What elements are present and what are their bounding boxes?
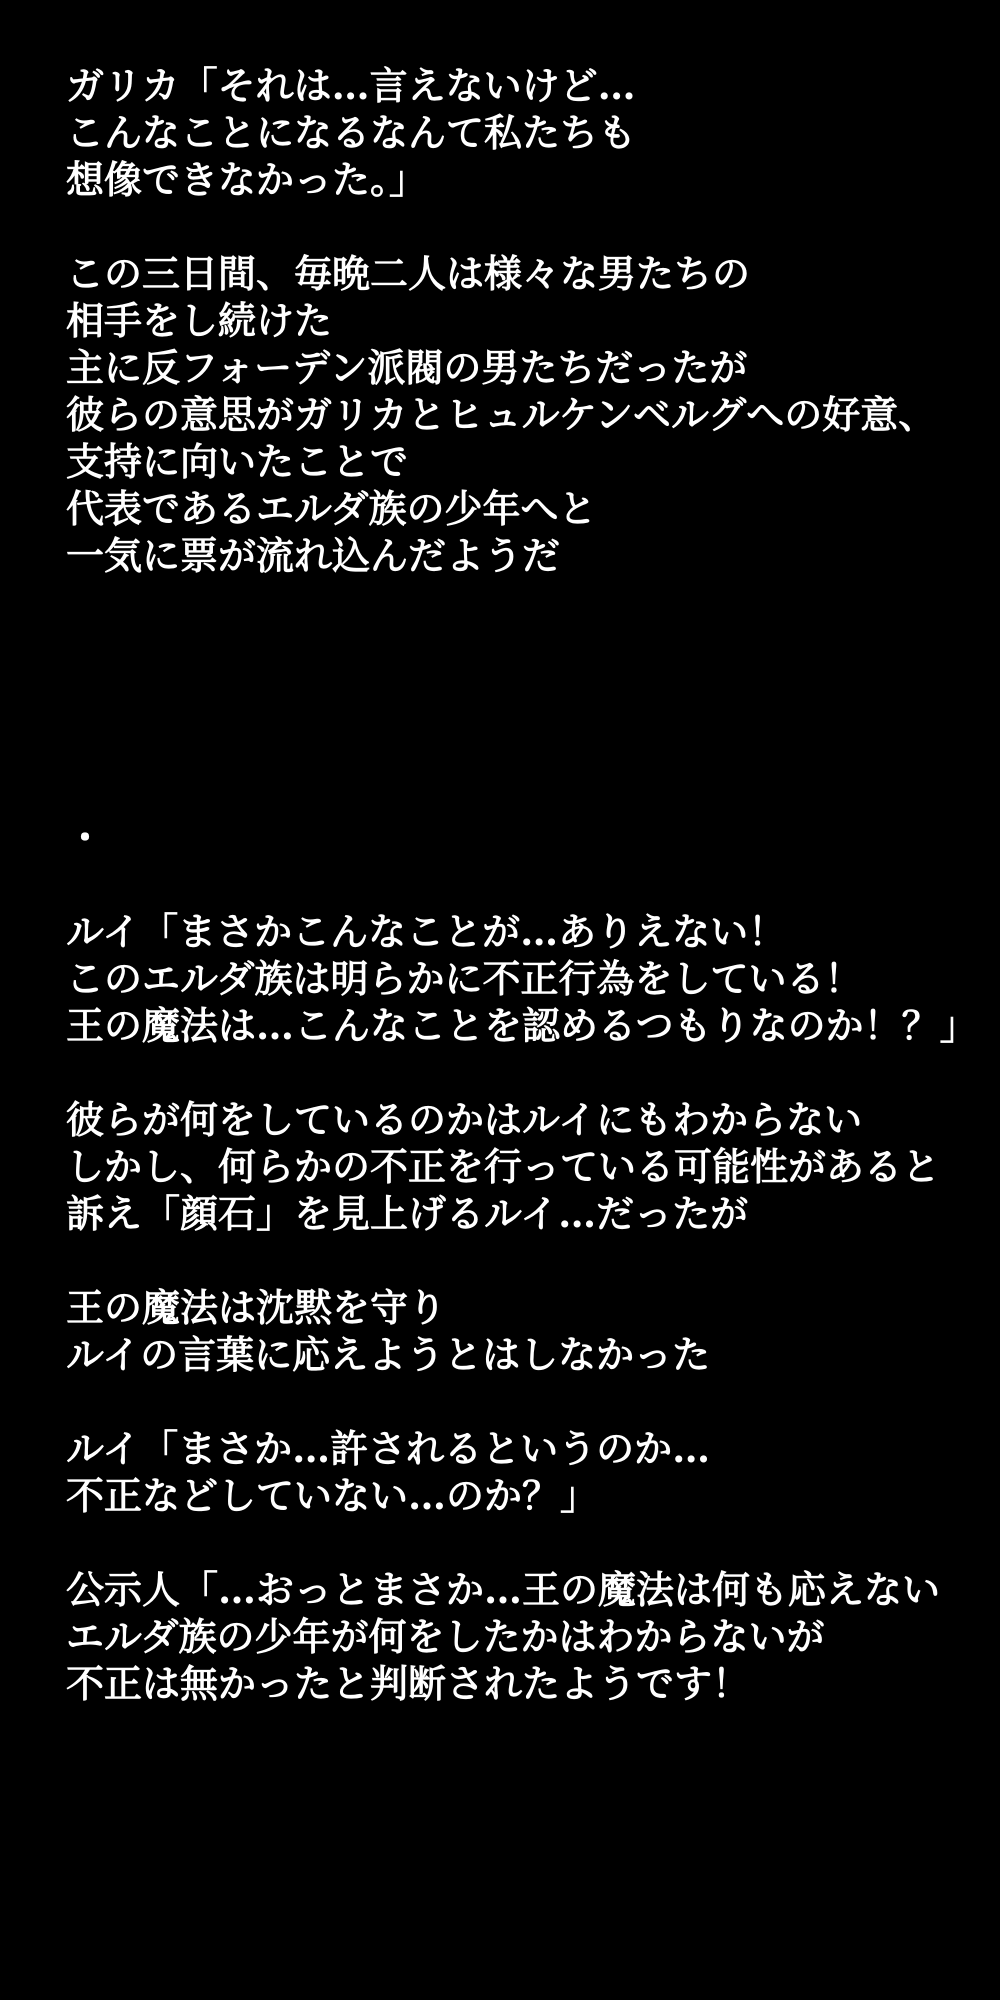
middle-dot-line: ・ [66, 815, 105, 860]
story-line: 王の魔法は…こんなことを認めるつもりなのか！？」 [66, 1003, 978, 1048]
blank-line [66, 861, 1000, 908]
story-line: ルイ「まさかこんなことが…ありえない！ [66, 909, 787, 954]
blank-line [66, 720, 1000, 767]
story-line: 相手をし続けた [66, 298, 333, 343]
story-line: 王の魔法は沈黙を守り [66, 1285, 447, 1330]
story-line: ルイ「まさか…許されるというのか… [66, 1426, 711, 1471]
blank-line [66, 767, 1000, 814]
story-line: この三日間、毎晩二人は様々な男たちの [66, 251, 751, 296]
story-line: 代表であるエルダ族の少年へと [66, 486, 597, 531]
story-line: 主に反フォーデン派閥の男たちだったが [66, 345, 748, 390]
story-line: 彼らが何をしているのかはルイにもわからない [66, 1097, 863, 1142]
story-line: 公示人「…おっとまさか…王の魔法は何も応えない [66, 1567, 941, 1612]
story-line: ガリカ「それは…言えないけど… [66, 63, 636, 108]
story-text [66, 62, 1000, 1707]
story-line: 想像できなかった。」 [66, 157, 428, 202]
story-line: 一気に票が流れ込んだようだ [66, 533, 561, 578]
blank-line [66, 1378, 1000, 1425]
story-line: 彼らの意思がガリカとヒュルケンベルグへの好意、 [66, 392, 937, 437]
blank-line [66, 1519, 1000, 1566]
story-line: 訴え「顔石」を見上げるルイ…だったが [66, 1191, 749, 1236]
blank-line [66, 579, 1000, 626]
story-line: ルイの言葉に応えようとはしなかった [66, 1332, 711, 1377]
story-line: 不正などしていない…のか？」 [66, 1473, 599, 1518]
blank-line [66, 673, 1000, 720]
story-line: こんなことになるなんて私たちも [66, 110, 637, 155]
story-line: 支持に向いたことで [66, 439, 409, 484]
story-line: このエルダ族は明らかに不正行為をしている！ [66, 956, 863, 1001]
blank-line [66, 203, 1000, 250]
blank-line [66, 626, 1000, 673]
blank-line [66, 1049, 1000, 1096]
story-line: 不正は無かったと判断されたようです！ [66, 1661, 751, 1706]
blank-line [66, 1237, 1000, 1284]
story-line: エルダ族の少年が何をしたかはわからないが [66, 1614, 825, 1659]
story-line: しかし、何らかの不正を行っている可能性があると [66, 1144, 941, 1189]
